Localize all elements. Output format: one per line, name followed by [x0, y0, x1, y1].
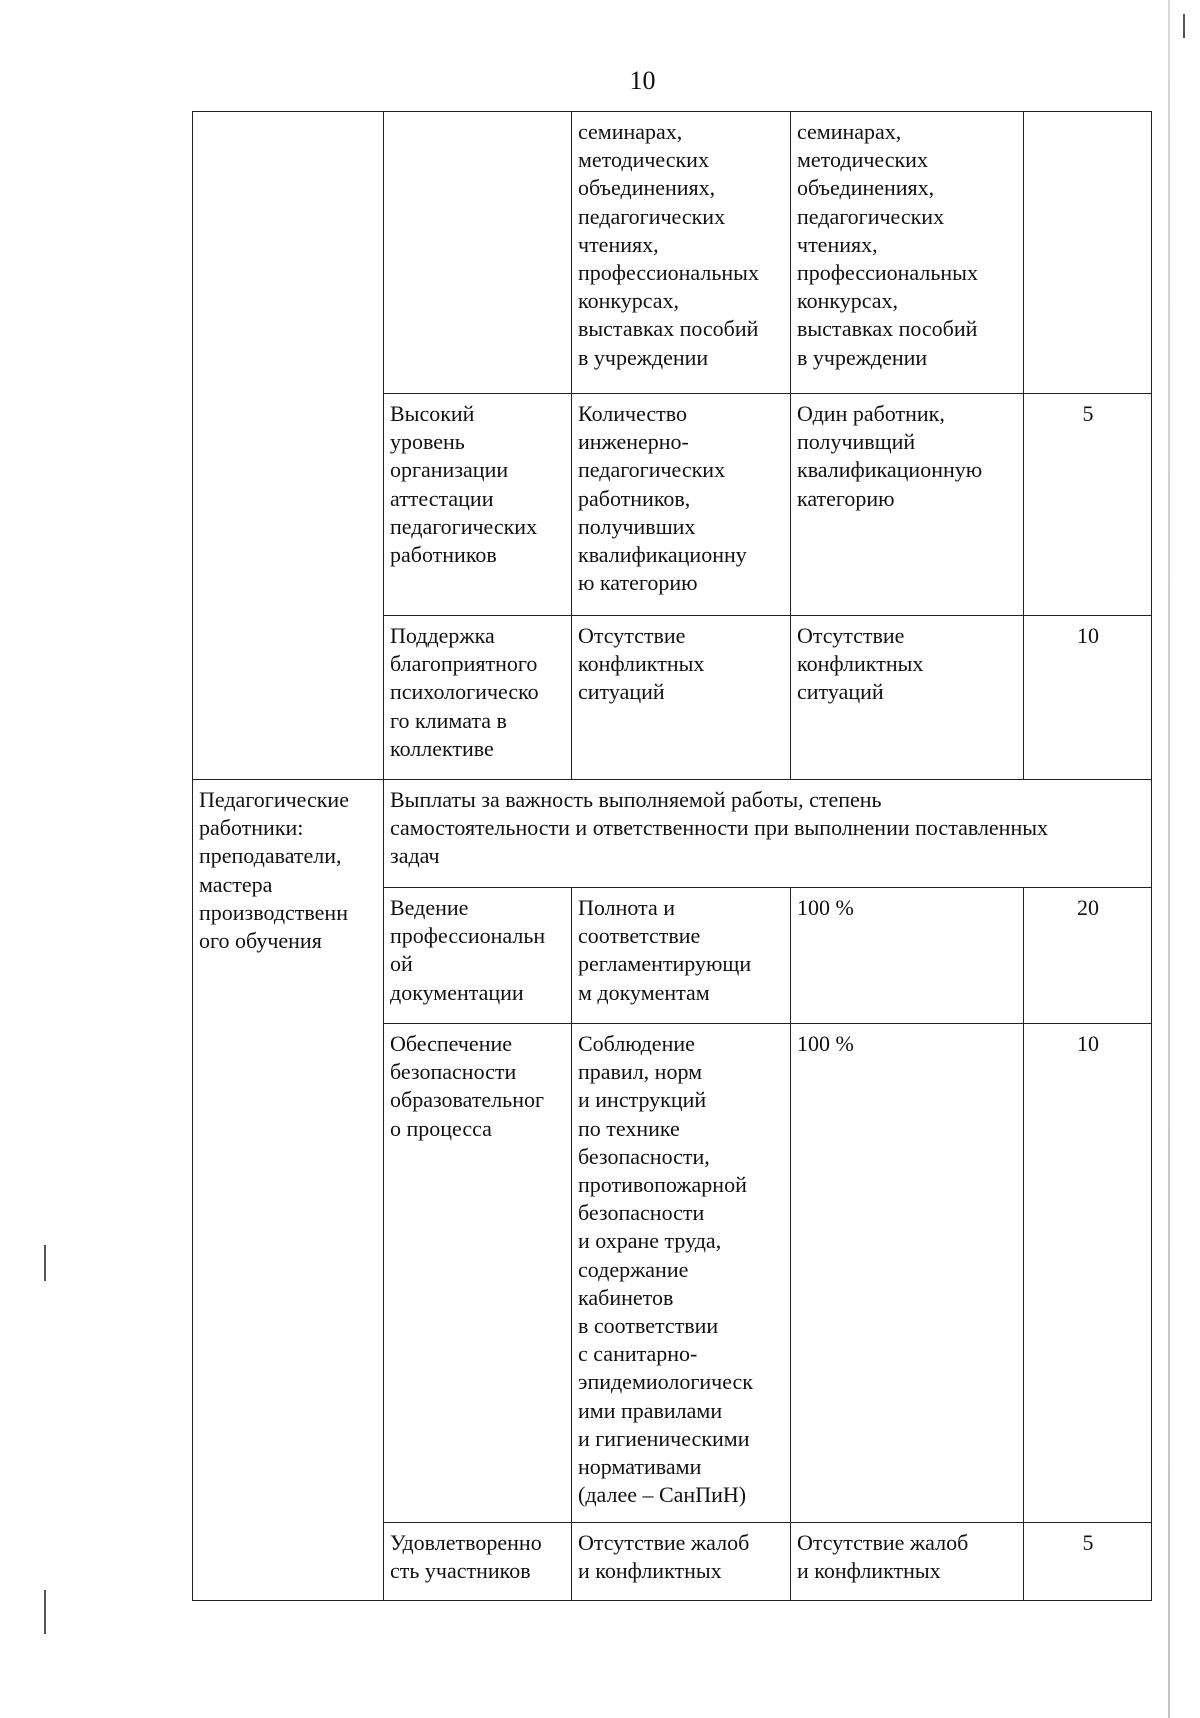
cell-text-line: безопасности [578, 1200, 705, 1226]
indicator-cell [572, 1024, 791, 1523]
table-row [193, 112, 1152, 394]
cell-text-line: мастера [199, 871, 273, 897]
cell-text-line: объединениях, [797, 175, 935, 201]
scan-edge-line [1168, 0, 1170, 1718]
page-number: 10 [629, 66, 656, 95]
cell-text-line: профессиональн [390, 923, 546, 949]
indicator-cell [572, 616, 791, 780]
cell-text-line: правил, норм [578, 1059, 703, 1085]
cell-text-line: задач [390, 843, 440, 869]
cell-text-line: Отсутствие [578, 623, 686, 648]
cell-text-line: ой [390, 951, 413, 977]
indicator-cell [572, 888, 791, 1024]
criterion-cell [384, 1523, 572, 1601]
cell-text-line: Обеспечение [390, 1031, 512, 1056]
cell-text-line: и охране труда, [578, 1228, 722, 1254]
cell-text-line: нормативами [578, 1454, 702, 1480]
cell-text-line: психологическо [390, 679, 539, 705]
cell-text-line: ю категорию [578, 570, 698, 596]
cell-text-line: с санитарно- [578, 1341, 698, 1367]
cell-text-line: и конфликтных [797, 1558, 941, 1584]
criterion-cell [384, 112, 572, 394]
cell-text-line: категорию [797, 485, 895, 511]
cell-text-line: о процесса [390, 1115, 492, 1141]
cell-text-line: аттестации [390, 485, 494, 511]
cell-text-line: чтениях, [797, 231, 878, 257]
criterion-cell [384, 1024, 572, 1523]
indicator-cell [572, 394, 791, 616]
cell-text-line: инженерно- [578, 429, 689, 455]
condition-cell [791, 1024, 1024, 1523]
cell-text-line: самостоятельности и ответственности при выполнении поставленных [390, 815, 1049, 841]
points-cell [1024, 112, 1152, 394]
cell-text-line: конфликтных [797, 651, 924, 677]
cell-text-line: Высокий [390, 401, 475, 426]
cell-text-line: Удовлетворенно [390, 1530, 542, 1555]
points-cell: 5 [1024, 394, 1152, 616]
cell-text-line: ситуаций [578, 679, 665, 705]
cell-text-line: го климата в [390, 707, 507, 733]
scan-mark [44, 1590, 46, 1634]
cell-text-line: преподаватели, [199, 843, 342, 869]
cell-text-line: Педагогические [199, 787, 349, 812]
points-cell: 10 [1024, 1024, 1152, 1523]
cell-text-line: 100 % [797, 1031, 854, 1056]
cell-text-line: сть участников [390, 1558, 531, 1584]
cell-text-line: в учреждении [797, 344, 928, 370]
cell-text-line: ими правилами [578, 1397, 723, 1423]
points-cell: 20 [1024, 888, 1152, 1024]
cell-text-line: безопасности [390, 1059, 517, 1085]
scan-mark [44, 1245, 46, 1281]
cell-text-line: получивщий [797, 429, 916, 455]
cell-text-line: квалификационну [578, 542, 747, 568]
cell-text-line: ого обучения [199, 928, 322, 954]
category-cell-empty [193, 112, 384, 780]
category-cell [193, 780, 384, 1601]
points-cell: 10 [1024, 616, 1152, 780]
cell-text-line: конкурсах, [578, 288, 680, 314]
cell-text-line: Полнота и [578, 895, 675, 920]
cell-text-line: работников, [578, 485, 691, 511]
points-cell: 5 [1024, 1523, 1152, 1601]
cell-text-line: содержание [578, 1256, 689, 1282]
cell-text-line: работников [390, 542, 497, 568]
cell-text-line: Поддержка [390, 623, 495, 648]
criteria-table [192, 111, 1152, 1601]
cell-text-line: семинарах, [797, 119, 902, 144]
condition-cell [791, 112, 1024, 394]
cell-text-line: 100 % [797, 895, 854, 920]
cell-text-line: и конфликтных [578, 1558, 722, 1584]
cell-text-line: педагогических [578, 203, 726, 229]
cell-text-line: Отсутствие жалоб [578, 1530, 750, 1555]
cell-text-line: соответствие [578, 923, 701, 949]
condition-cell [791, 394, 1024, 616]
cell-text-line: педагогических [578, 457, 726, 483]
cell-text-line: образовательног [390, 1087, 544, 1113]
cell-text-line: Соблюдение [578, 1031, 695, 1056]
cell-text-line: Один работник, [797, 401, 945, 426]
cell-text-line: безопасности, [578, 1143, 710, 1169]
cell-text-line: квалификационную [797, 457, 983, 483]
scan-mark [1183, 14, 1185, 38]
cell-text-line: педагогических [797, 203, 945, 229]
cell-text-line: организации [390, 457, 509, 483]
cell-text-line: педагогических [390, 513, 538, 539]
cell-text-line: Выплаты за важность выполняемой работы, степень [390, 787, 882, 812]
cell-text-line: регламентирующи [578, 951, 752, 977]
criterion-cell [384, 394, 572, 616]
cell-text-line: м документам [578, 979, 710, 1005]
condition-cell [791, 888, 1024, 1024]
cell-text-line: выставках пособий [578, 316, 759, 342]
cell-text-line: Ведение [390, 895, 469, 920]
cell-text-line: в учреждении [578, 344, 709, 370]
criterion-cell [384, 888, 572, 1024]
cell-text-line: и инструкций [578, 1087, 707, 1113]
cell-text-line: чтениях, [578, 231, 659, 257]
condition-cell [791, 1523, 1024, 1601]
cell-text-line: уровень [390, 429, 465, 455]
cell-text-line: методических [578, 147, 709, 173]
cell-text-line: кабинетов [578, 1284, 674, 1310]
condition-cell [791, 616, 1024, 780]
cell-text-line: конфликтных [578, 651, 705, 677]
cell-text-line: профессиональных [578, 260, 759, 286]
cell-text-line: (далее – СанПиН) [578, 1482, 747, 1508]
cell-text-line: эпидемиологическ [578, 1369, 753, 1395]
cell-text-line: Количество [578, 401, 688, 426]
cell-text-line: конкурсах, [797, 288, 899, 314]
cell-text-line: Отсутствие жалоб [797, 1530, 969, 1555]
indicator-cell [572, 1523, 791, 1601]
cell-text-line: профессиональных [797, 260, 978, 286]
cell-text-line: ситуаций [797, 679, 884, 705]
cell-text-line: Отсутствие [797, 623, 905, 648]
cell-text-line: методических [797, 147, 928, 173]
cell-text-line: объединениях, [578, 175, 716, 201]
cell-text-line: работники: [199, 815, 304, 841]
cell-text-line: в соответствии [578, 1313, 719, 1339]
section-heading-cell [384, 780, 1152, 888]
criterion-cell [384, 616, 572, 780]
cell-text-line: производственн [199, 899, 348, 925]
cell-text-line: по технике [578, 1115, 680, 1141]
table-row [193, 780, 1152, 888]
cell-text-line: коллективе [390, 735, 494, 761]
cell-text-line: и гигиеническими [578, 1425, 750, 1451]
cell-text-line: получивших [578, 513, 696, 539]
cell-text-line: противопожарной [578, 1172, 747, 1198]
cell-text-line: семинарах, [578, 119, 683, 144]
cell-text-line: благоприятного [390, 651, 538, 677]
cell-text-line: выставках пособий [797, 316, 978, 342]
cell-text-line: документации [390, 979, 524, 1005]
indicator-cell [572, 112, 791, 394]
